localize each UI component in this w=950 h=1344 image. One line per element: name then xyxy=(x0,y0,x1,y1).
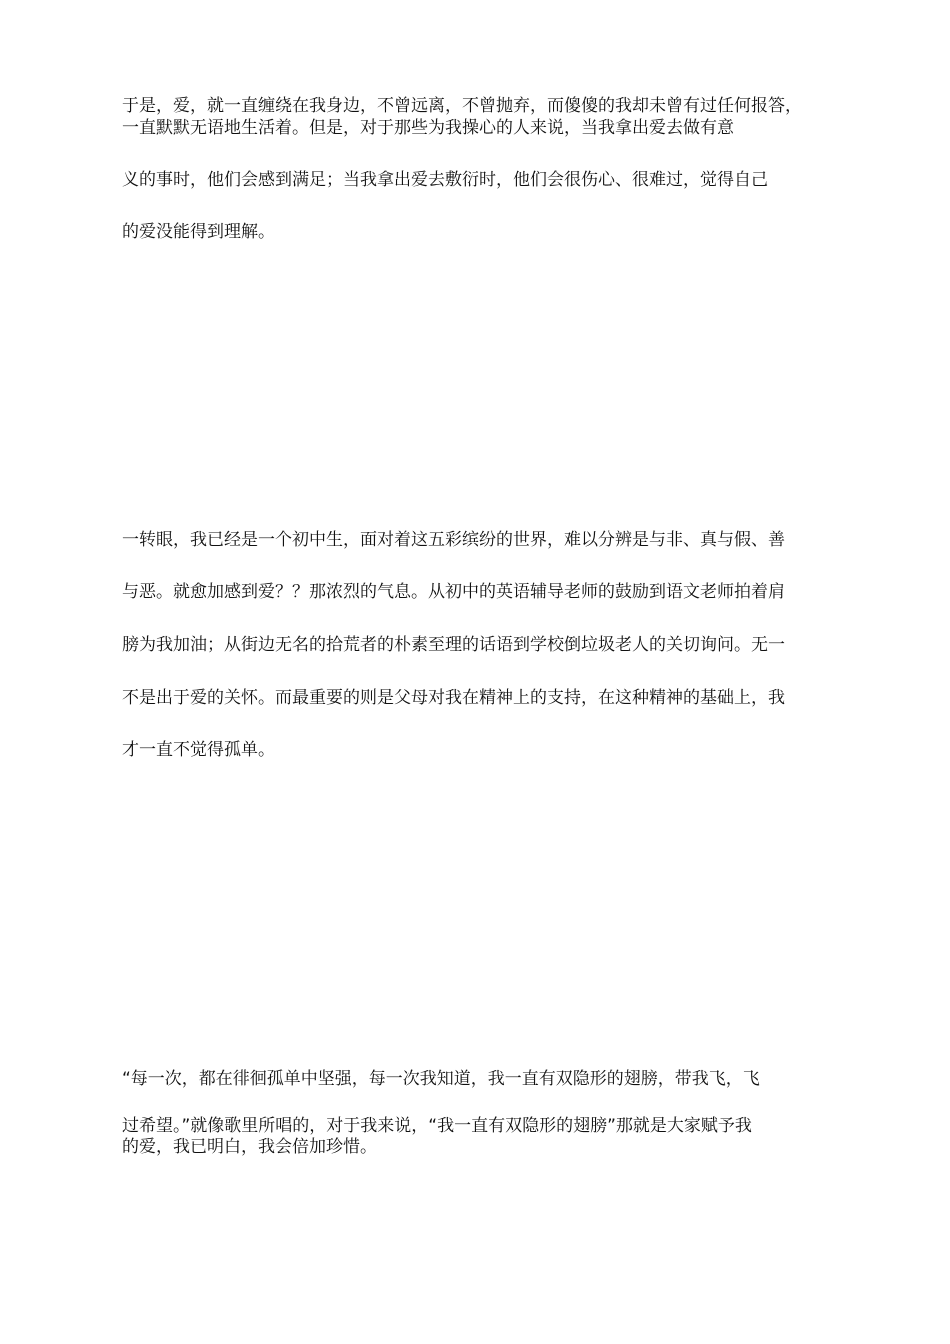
text-line: 不是出于爱的关怀。而最重要的则是父母对我在精神上的支持，在这种精神的基础上，我 xyxy=(122,688,785,708)
text-line: “每一次，都在徘徊孤单中坚强，每一次我知道，我一直有双隐形的翅膀，带我飞，飞 xyxy=(122,1069,760,1089)
text-line: 一直默默无语地生活着。但是，对于那些为我操心的人来说，当我拿出爱去做有意 xyxy=(122,118,734,138)
text-line: 一转眼，我已经是一个初中生，面对着这五彩缤纷的世界，难以分辨是与非、真与假、善 xyxy=(122,530,785,550)
text-line: 过希望。”就像歌里所唱的，对于我来说，“我一直有双隐形的翅膀”那就是大家赋予我 xyxy=(122,1116,752,1136)
text-line: 的爱，我已明白，我会倍加珍惜。 xyxy=(122,1137,377,1157)
text-line: 才一直不觉得孤单。 xyxy=(122,740,275,760)
text-line: 的爱没能得到理解。 xyxy=(122,222,275,242)
text-line: 与恶。就愈加感到爱？？那浓烈的气息。从初中的英语辅导老师的鼓励到语文老师拍着肩 xyxy=(122,582,785,602)
text-line: 膀为我加油；从街边无名的拾荒者的朴素至理的话语到学校倒垃圾老人的关切询问。无一 xyxy=(122,635,785,655)
text-line: 义的事时，他们会感到满足；当我拿出爱去敷衍时，他们会很伤心、很难过，觉得自己 xyxy=(122,170,768,190)
text-line: 于是，爱，就一直缠绕在我身边，不曾远离，不曾抛弃，而傻傻的我却未曾有过任何报答， xyxy=(122,96,802,116)
